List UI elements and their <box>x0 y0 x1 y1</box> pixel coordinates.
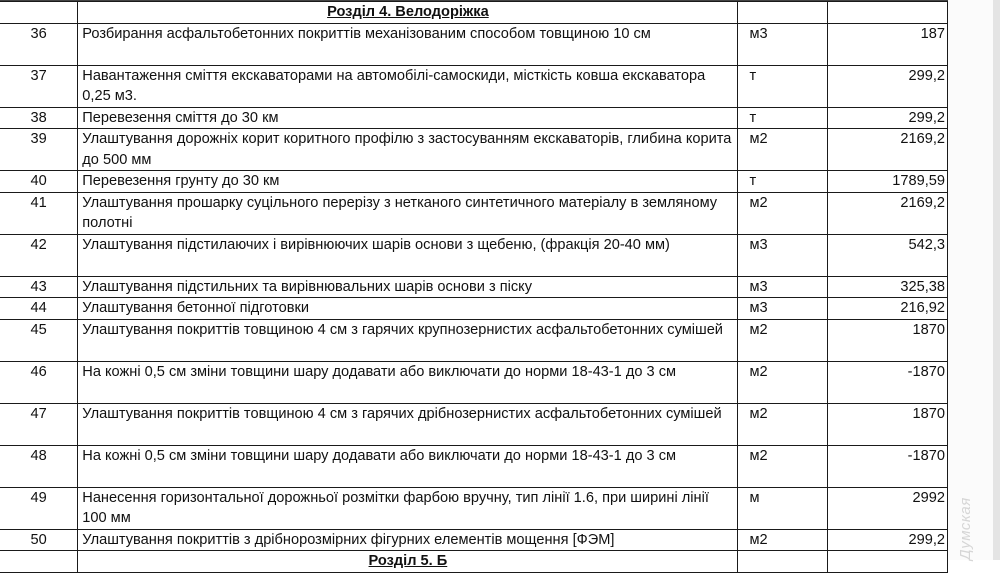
row-description: Нанесення горизонтальної дорожньої розмітки фарбою вручну, тип лінії 1.6, при ширині лінії 100 мм <box>78 487 737 529</box>
row-unit: м2 <box>737 192 827 234</box>
row-quantity: 2169,2 <box>827 192 947 234</box>
row-number: 46 <box>0 361 78 403</box>
row-number: 40 <box>0 171 78 193</box>
row-unit: м3 <box>737 234 827 276</box>
row-description: Улаштування покриттів товщиною 4 см з гарячих дрібнозернистих асфальтобетонних сумішей <box>78 403 737 445</box>
row-number: 47 <box>0 403 78 445</box>
table-row <box>0 298 948 320</box>
row-quantity: 1870 <box>827 403 947 445</box>
page-margin <box>948 0 993 560</box>
estimate-table <box>0 1 948 573</box>
row-number: 39 <box>0 129 78 171</box>
row-quantity: 2169,2 <box>827 129 947 171</box>
row-quantity: 299,2 <box>827 107 947 129</box>
row-description: Улаштування покриттів з дрібнорозмірних фігурних елементів мощення [ФЭМ] <box>78 529 737 551</box>
row-quantity: 325,38 <box>827 276 947 298</box>
table-row <box>0 65 948 107</box>
row-unit: т <box>737 171 827 193</box>
next-section-qty-cell <box>827 551 947 573</box>
next-section-unit-cell <box>737 551 827 573</box>
section-num-cell <box>0 2 78 24</box>
row-quantity: 299,2 <box>827 529 947 551</box>
table-row <box>0 487 948 529</box>
row-unit: м2 <box>737 529 827 551</box>
row-unit: т <box>737 107 827 129</box>
table-row <box>0 234 948 276</box>
table-row <box>0 276 948 298</box>
table-row <box>0 445 948 487</box>
table-row <box>0 319 948 361</box>
table-row <box>0 403 948 445</box>
row-description: Розбирання асфальтобетонних покриттів механізованим способом товщиною 10 см <box>78 23 737 65</box>
row-number: 42 <box>0 234 78 276</box>
row-number: 44 <box>0 298 78 320</box>
row-unit: м2 <box>737 361 827 403</box>
row-quantity: 1789,59 <box>827 171 947 193</box>
next-section-row <box>0 551 948 573</box>
row-number: 49 <box>0 487 78 529</box>
row-unit: м3 <box>737 23 827 65</box>
next-section-title: Розділ 5. Б <box>78 551 737 573</box>
row-unit: м2 <box>737 319 827 361</box>
table-row <box>0 361 948 403</box>
row-quantity: -1870 <box>827 445 947 487</box>
row-description: Улаштування підстильних та вирівнювальних шарів основи з піску <box>78 276 737 298</box>
row-quantity: 542,3 <box>827 234 947 276</box>
row-description: Улаштування підстилаючих і вирівнюючих шарів основи з щебеню, (фракція 20-40 мм) <box>78 234 737 276</box>
row-number: 37 <box>0 65 78 107</box>
row-unit: м2 <box>737 403 827 445</box>
row-unit: м3 <box>737 298 827 320</box>
row-unit: т <box>737 65 827 107</box>
row-description: Улаштування бетонної підготовки <box>78 298 737 320</box>
row-number: 45 <box>0 319 78 361</box>
row-quantity: 1870 <box>827 319 947 361</box>
section-title: Розділ 4. Велодоріжка <box>78 2 737 24</box>
row-number: 41 <box>0 192 78 234</box>
row-description: На кожні 0,5 см зміни товщини шару додавати або виключати до норми 18-43-1 до 3 см <box>78 361 737 403</box>
row-unit: м <box>737 487 827 529</box>
row-quantity: 187 <box>827 23 947 65</box>
row-unit: м3 <box>737 276 827 298</box>
table-row <box>0 23 948 65</box>
row-description: Навантаження сміття екскаваторами на автомобілі-самоскиди, місткість ковша екскаватора 0,25 м3. <box>78 65 737 107</box>
watermark: Думская <box>957 497 974 560</box>
scrollbar[interactable] <box>993 0 1000 560</box>
section-unit-cell <box>737 2 827 24</box>
row-description: Перевезення грунту до 30 км <box>78 171 737 193</box>
row-quantity: -1870 <box>827 361 947 403</box>
row-description: Улаштування дорожніх корит коритного профілю з застосуванням екскаваторів, глибина корита до 500 мм <box>78 129 737 171</box>
row-quantity: 216,92 <box>827 298 947 320</box>
row-quantity: 299,2 <box>827 65 947 107</box>
table-row <box>0 107 948 129</box>
row-number: 38 <box>0 107 78 129</box>
next-section-num-cell <box>0 551 78 573</box>
row-description: Перевезення сміття до 30 км <box>78 107 737 129</box>
row-quantity: 2992 <box>827 487 947 529</box>
table-row <box>0 529 948 551</box>
table-row <box>0 129 948 171</box>
row-unit: м2 <box>737 445 827 487</box>
table-row <box>0 171 948 193</box>
table-row <box>0 192 948 234</box>
section-header-row <box>0 2 948 24</box>
row-number: 48 <box>0 445 78 487</box>
row-description: Улаштування покриттів товщиною 4 см з гарячих крупнозернистих асфальтобетонних сумішей <box>78 319 737 361</box>
section-qty-cell <box>827 2 947 24</box>
row-number: 36 <box>0 23 78 65</box>
row-number: 50 <box>0 529 78 551</box>
row-number: 43 <box>0 276 78 298</box>
row-description: Улаштування прошарку суцільного перерізу з нетканого синтетичного матеріалу в земляному полотні <box>78 192 737 234</box>
row-unit: м2 <box>737 129 827 171</box>
row-description: На кожні 0,5 см зміни товщини шару додавати або виключати до норми 18-43-1 до 3 см <box>78 445 737 487</box>
